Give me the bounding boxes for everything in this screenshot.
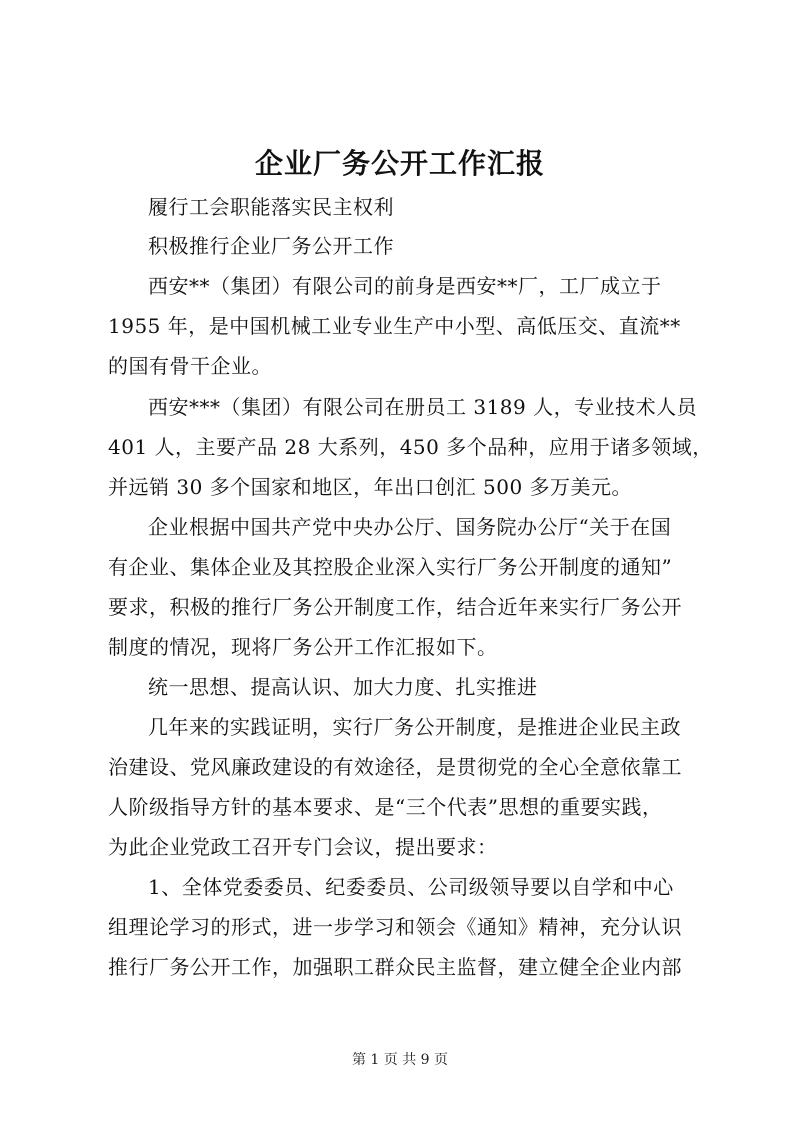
body-line: 401 人，主要产品 28 大系列，450 多个品种，应用于诸多领域， [108, 435, 713, 459]
body-line: 治建设、党风廉政建设的有效途径，是贯彻党的全心全意依靠工 [108, 755, 682, 779]
body-line: 为此企业党政工召开专门会议，提出要求： [108, 835, 498, 859]
body-line: 要求，积极的推行厂务公开制度工作，结合近年来实行厂务公开 [108, 595, 682, 619]
body-line: 1、全体党委委员、纪委委员、公司级领导要以自学和中心 [148, 875, 674, 899]
body-line: 履行工会职能落实民主权利 [148, 195, 394, 219]
body-line: 推行厂务公开工作，加强职工群众民主监督，建立健全企业内部 [108, 955, 682, 979]
body-line: 制度的情况，现将厂务公开工作汇报如下。 [108, 635, 498, 659]
section-heading: 统一思想、提高认识、加大力度、扎实推进 [148, 675, 538, 699]
body-line: 西安**（集团）有限公司的前身是西安**厂，工厂成立于 [148, 274, 662, 298]
body-line: 1955 年，是中国机械工业专业生产中小型、高低压交、直流** [108, 314, 681, 338]
body-line: 的国有骨干企业。 [108, 354, 272, 378]
body-line: 人阶级指导方针的基本要求、是“三个代表”思想的重要实践， [108, 795, 663, 819]
body-line: 组理论学习的形式，进一步学习和领会《通知》精神，充分认识 [108, 915, 682, 939]
body-line: 几年来的实践证明，实行厂务公开制度，是推进企业民主政 [148, 715, 681, 739]
page-number-footer: 第 1 页 共 9 页 [351, 1052, 449, 1068]
body-line: 企业根据中国共产党中央办公厅、国务院办公厅“关于在国 [148, 515, 672, 539]
body-line: 有企业、集体企业及其控股企业深入实行厂务公开制度的通知” [108, 555, 673, 579]
body-line: 并远销 30 多个国家和地区，年出口创汇 500 多万美元。 [108, 475, 633, 499]
body-line: 积极推行企业厂务公开工作 [148, 234, 394, 258]
body-line: 西安***（集团）有限公司在册员工 3189 人，专业技术人员 [148, 395, 698, 419]
document-title: 企业厂务公开工作汇报 [254, 147, 545, 180]
